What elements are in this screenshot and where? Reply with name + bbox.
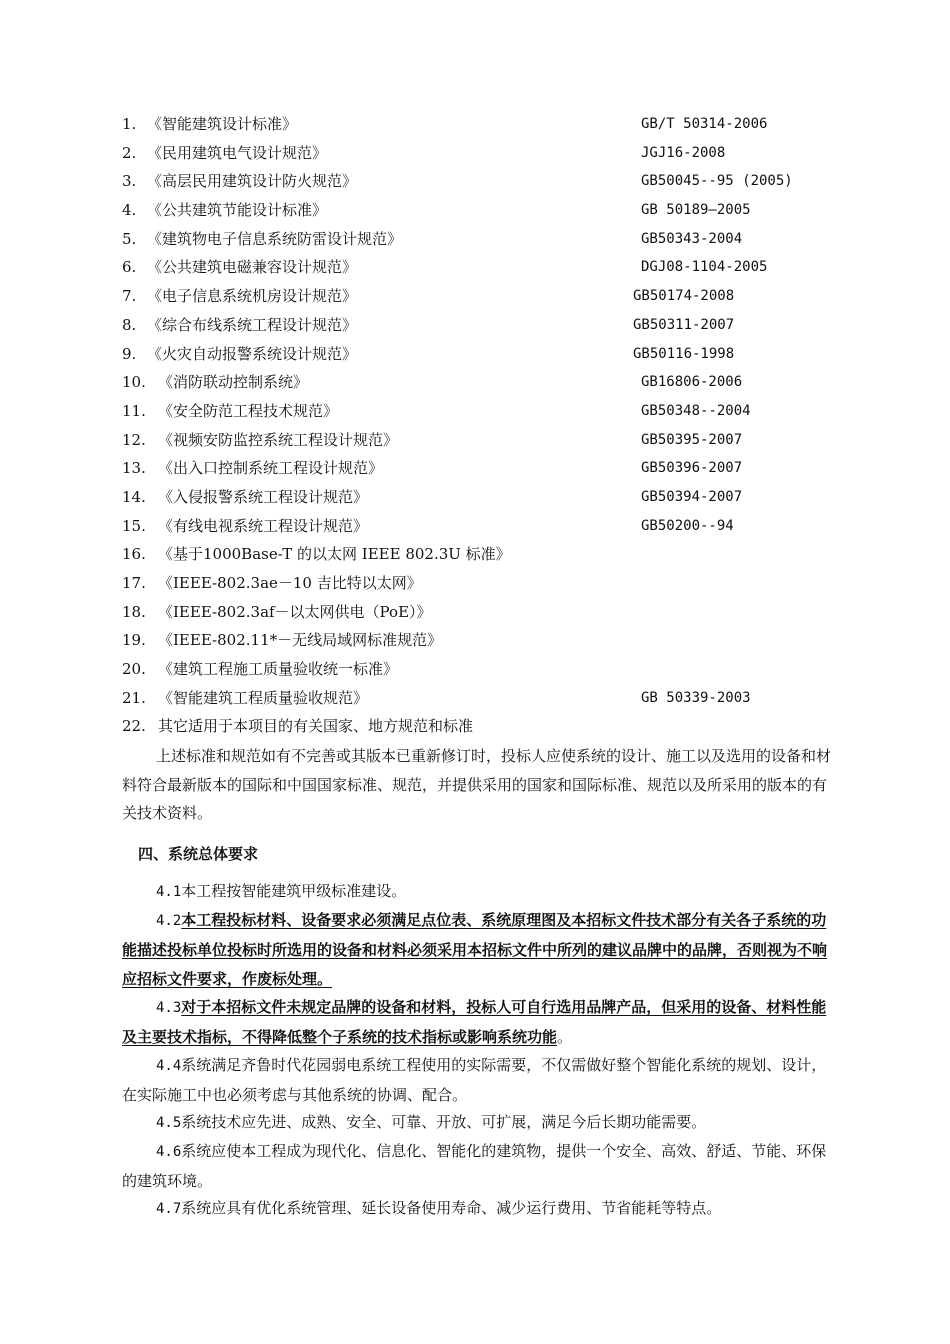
standard-title: 《电子信息系统机房设计规范》 [147,287,358,306]
standard-title: 《消防联动控制系统》 [158,373,309,392]
standard-title: 《基于1000Base-T 的以太网 IEEE 802.3U 标准》 [158,545,511,564]
standard-number: 12. [122,430,146,449]
standard-title: 《综合布线系统工程设计规范》 [147,315,358,334]
standard-code: GB50311-2007 [633,316,735,333]
standard-code: GB50348--2004 [641,402,751,419]
standard-number: 10. [122,373,146,392]
standard-code: GB/T 50314-2006 [641,116,768,132]
standard-item [0,540,950,569]
clause-number: 4.7 [156,1201,182,1217]
section-heading: 四、系统总体要求 [138,845,259,863]
standard-title: 《安全防范工程技术规范》 [158,401,339,420]
standard-number: 4. [122,201,137,220]
standard-item [0,225,950,254]
standards-note: 上述标准和规范如有不完善或其版本已重新修订时，投标人应使系统的设计、施工以及选用的设备和材料符合最新版本的国际和中国国家标准、规范，并提供采用的国家和国际标准、规范以及所采用的版本的有关技术资料。 [122,747,832,822]
standard-code: GB50174-2008 [633,288,735,305]
clause-number: 4.6 [156,1144,182,1160]
standard-item [0,196,950,225]
standard-number: 11. [122,401,146,420]
standard-item [0,368,950,397]
standard-number: 15. [122,516,146,535]
clause-4-5 [122,1108,834,1138]
clause-4-3 [122,993,834,1052]
standard-item [0,139,950,168]
standard-title: 《公共建筑节能设计标准》 [147,201,328,220]
standard-item [0,253,950,282]
standard-code: GB50200--94 [641,517,734,534]
standard-title: 《IEEE-802.11*－无线局域网标准规范》 [158,631,443,650]
standard-number: 13. [122,459,146,478]
standard-title: 《公共建筑电磁兼容设计规范》 [147,258,358,277]
standard-code: GB50116-1998 [633,345,735,362]
standard-title: 《IEEE-802.3af－以太网供电（PoE）》 [158,602,432,621]
standard-title: 《民用建筑电气设计规范》 [147,143,328,162]
standard-code: GB50045--95 (2005) [641,173,793,190]
standard-item [0,397,950,426]
standard-item [0,598,950,627]
standard-title: 《高层民用建筑设计防火规范》 [147,172,358,191]
standard-item [0,626,950,655]
standards-list [0,110,950,741]
standard-code: GB 50189—2005 [641,202,751,219]
clause-4-1 [122,877,834,907]
standard-title: 《入侵报警系统工程设计规范》 [158,487,369,506]
standard-title: 《智能建筑设计标准》 [147,115,298,133]
standard-number: 20. [122,660,146,679]
clause-number: 4.2 [156,913,182,929]
standard-title: 《智能建筑工程质量验收规范》 [158,688,369,707]
standard-title: 《IEEE-802.3ae－10 吉比特以太网》 [158,574,422,592]
standard-number: 16. [122,545,146,564]
standard-item [0,684,950,713]
standard-code: DGJ08-1104-2005 [641,259,768,276]
clause-number: 4.1 [156,884,182,900]
clause-4-4 [122,1051,834,1110]
clause-number: 4.3 [156,1000,182,1016]
standard-item [0,340,950,369]
standard-number: 6. [122,258,137,277]
standard-number: 21. [122,688,146,707]
standard-code: GB50395-2007 [641,431,743,448]
standard-item [0,454,950,483]
standard-item [0,110,950,139]
standard-item [0,655,950,684]
standard-item [0,311,950,340]
clause-number: 4.4 [156,1058,182,1074]
standard-item [0,167,950,196]
standard-code: JGJ16-2008 [641,144,726,161]
standard-title: 《建筑工程施工质量验收统一标准》 [158,660,399,679]
standard-title: 《火灾自动报警系统设计规范》 [147,344,358,363]
standard-number: 7. [122,287,137,306]
standard-code: GB50343-2004 [641,230,743,247]
clause-text: 本工程按智能建筑甲级标准建设。 [181,882,407,900]
standard-number: 8. [122,315,137,334]
clause-text-emphasis: 本工程投标材料、设备要求必须满足点位表、系统原理图及本招标文件技术部分有关各子系统的功能描述投标单位投标时所选用的设备和材料必须采用本招标文件中所列的建议品牌中的品牌，否则视为不响应招标文件要求，作废标处理。 [122,911,828,988]
standard-number: 17. [122,574,146,592]
standard-code: GB 50339-2003 [641,689,751,706]
clause-text: 系统技术应先进、成熟、安全、可靠、开放、可扩展，满足今后长期功能需要。 [181,1113,707,1131]
standard-title: 《有线电视系统工程设计规范》 [158,516,369,535]
standard-item [0,712,950,741]
standard-number: 2. [122,143,137,162]
standard-title: 《视频安防监控系统工程设计规范》 [158,430,399,449]
clause-text: 系统应具有优化系统管理、延长设备使用寿命、减少运行费用、节省能耗等特点。 [181,1199,722,1217]
standard-item [0,426,950,455]
clause-number: 4.5 [156,1115,182,1131]
standard-number: 14. [122,487,146,506]
clause-text-emphasis: 对于本招标文件未规定品牌的设备和材料，投标人可自行选用品牌产品，但采用的设备、材料性能及主要技术指标，不得降低整个子系统的技术指标或影响系统功能 [122,998,827,1046]
clause-end-mark: 。 [557,1028,573,1046]
clause-text: 系统满足齐鲁时代花园弱电系统工程使用的实际需要，不仅需做好整个智能化系统的规划、设计，在实际施工中也必须考虑与其他系统的协调、配合。 [122,1056,827,1104]
standard-number: 5. [122,229,137,248]
clause-text: 系统应使本工程成为现代化、信息化、智能化的建筑物，提供一个安全、高效、舒适、节能、环保的建筑环境。 [122,1142,827,1190]
clause-4-2 [122,906,834,994]
clause-4-6 [122,1137,834,1196]
standard-number: 3. [122,172,137,191]
standard-number: 1. [122,115,137,133]
standard-item [0,569,950,598]
standard-code: GB50394-2007 [641,488,743,505]
standard-title: 其它适用于本项目的有关国家、地方规范和标准 [158,717,474,736]
standard-item [0,512,950,541]
standard-code: GB50396-2007 [641,460,743,477]
standard-title: 《出入口控制系统工程设计规范》 [158,459,384,478]
standard-title: 《建筑物电子信息系统防雷设计规范》 [147,229,403,248]
standard-item [0,282,950,311]
standard-item [0,483,950,512]
standard-number: 18. [122,602,146,621]
standard-code: GB16806-2006 [641,374,743,391]
standard-number: 22. [122,717,146,736]
standard-number: 19. [122,631,146,650]
clause-4-7 [122,1194,834,1224]
standard-number: 9. [122,344,137,363]
